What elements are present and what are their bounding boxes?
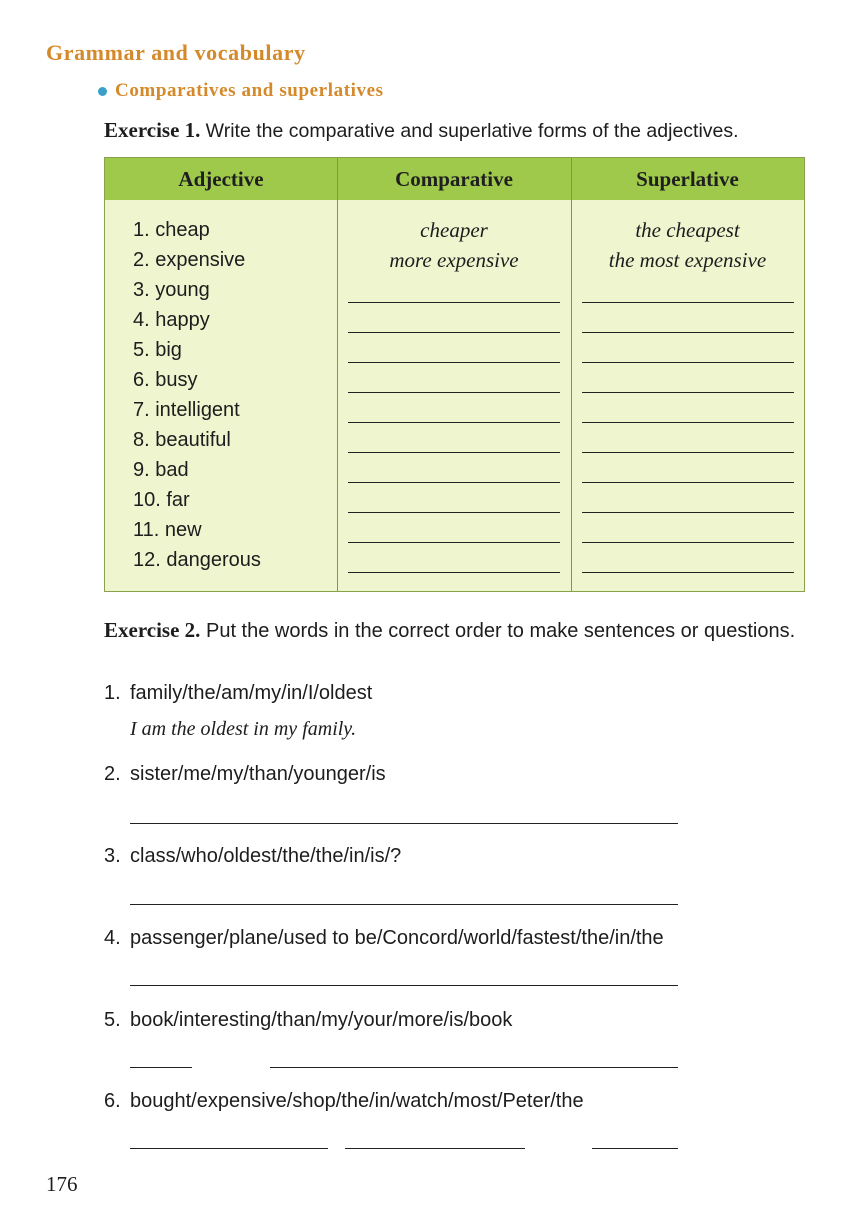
adjective-cell: 5. big [133,338,182,361]
answer-line[interactable] [130,1067,192,1068]
comparative-answer-line[interactable] [348,361,560,363]
bullet-icon [98,87,107,96]
superlative-blank-cell [571,485,804,515]
table-row [105,485,804,515]
superlative-blank-cell [571,425,804,455]
exercise2-instruction [104,615,809,647]
comparative-blank-cell [337,275,571,305]
comparative-answer: more expensive [389,248,519,272]
answer-line[interactable] [130,1148,328,1149]
subsection-title-text: Comparatives and superlatives [115,80,384,101]
item-words: sister/me/my/than/younger/is [130,763,386,785]
comparative-answer-line[interactable] [348,511,560,513]
item-number: 2. [104,763,121,785]
answer-line[interactable] [592,1148,678,1149]
header-comparative: Comparative [395,166,513,191]
comparative-answer-line[interactable] [348,331,560,333]
exercise1-instruction-text: Write the comparative and superlative forms of the adjectives. [205,120,739,142]
superlative-answer-line[interactable] [582,301,794,303]
superlative-answer-line[interactable] [582,451,794,453]
table-row [105,515,804,545]
subsection-title [98,80,384,102]
comparative-answer-line[interactable] [348,541,560,543]
superlative-blank-cell [571,335,804,365]
table-row [105,395,804,425]
item-words: book/interesting/than/my/your/more/is/book [130,1009,513,1031]
item-number: 4. [104,927,121,949]
item-number: 6. [104,1090,121,1112]
section-title: Grammar and vocabulary [46,40,306,65]
table-row [105,245,804,275]
adjective-cell: 7. intelligent [133,398,240,421]
comparative-cell [337,215,571,245]
superlative-cell [571,215,804,245]
exercise2-item [104,1009,512,1032]
adjective-cell: 9. bad [133,458,189,481]
exercise2-item [104,682,372,705]
superlative-answer-line[interactable] [582,571,794,573]
superlative-blank-cell [571,455,804,485]
superlative-answer-line[interactable] [582,331,794,333]
comparative-cell [337,245,571,275]
adjectives-table [104,157,805,592]
superlative-blank-cell [571,305,804,335]
item-words: bought/expensive/shop/the/in/watch/most/Peter/the [130,1090,584,1112]
answer-line[interactable] [130,823,678,824]
superlative-answer-line[interactable] [582,421,794,423]
header-adjective: Adjective [178,166,264,191]
adjective-cell: 11. new [133,518,202,541]
exercise2-item [104,927,664,950]
comparative-blank-cell [337,425,571,455]
superlative-blank-cell [571,395,804,425]
adjective-cell: 4. happy [133,308,210,331]
table-row [105,275,804,305]
exercise2-item [104,845,401,868]
comparative-blank-cell [337,365,571,395]
table-row [105,305,804,335]
item-number: 3. [104,845,121,867]
comparative-answer-line[interactable] [348,481,560,483]
comparative-blank-cell [337,455,571,485]
page-number: 176 [46,1172,78,1196]
table-row [105,455,804,485]
superlative-blank-cell [571,545,804,575]
item-number: 5. [104,1009,121,1031]
superlative-answer-line[interactable] [582,481,794,483]
answer-line[interactable] [270,1067,678,1068]
table-row [105,335,804,365]
superlative-answer-line[interactable] [582,361,794,363]
header-superlative: Superlative [636,166,739,191]
superlative-answer-line[interactable] [582,391,794,393]
comparative-answer-line[interactable] [348,301,560,303]
comparative-blank-cell [337,485,571,515]
table-row [105,545,804,575]
exercise2-item [104,1090,584,1113]
superlative-blank-cell [571,365,804,395]
adjective-cell: 2. expensive [133,248,246,271]
adjective-cell: 3. young [133,278,210,301]
table-row [105,365,804,395]
superlative-answer: the cheapest [635,218,740,242]
table-row [105,425,804,455]
comparative-blank-cell [337,515,571,545]
adjective-cell: 12. dangerous [133,548,261,571]
adjective-cell: 1. cheap [133,218,210,241]
comparative-blank-cell [337,305,571,335]
item-words: class/who/oldest/the/the/in/is/? [130,845,402,867]
item-number: 1. [104,682,121,704]
exercise2-item [104,763,386,786]
superlative-cell [571,245,804,275]
comparative-answer-line[interactable] [348,451,560,453]
table-header [105,158,804,200]
adjective-cell: 8. beautiful [133,428,231,451]
exercise1-label: Exercise 1. [104,118,201,142]
item-words: passenger/plane/used to be/Concord/world/fastest/the/in/the [130,927,664,949]
answer-line[interactable] [130,904,678,905]
superlative-answer: the most expensive [608,248,767,272]
comparative-answer-line[interactable] [348,571,560,573]
answer-line[interactable] [130,985,678,986]
superlative-answer-line[interactable] [582,541,794,543]
adjective-cell: 10. far [133,488,190,511]
table-body [105,215,804,575]
exercise2-instruction-text: Put the words in the correct order to make sentences or questions. [205,620,796,642]
table-row [105,215,804,245]
adjective-cell: 6. busy [133,368,198,391]
exercise2-label: Exercise 2. [104,618,201,642]
item-words: family/the/am/my/in/I/oldest [130,682,373,704]
comparative-blank-cell [337,335,571,365]
example-answer: I am the oldest in my family. [130,718,357,740]
superlative-answer-line[interactable] [582,511,794,513]
comparative-answer-line[interactable] [348,391,560,393]
superlative-blank-cell [571,275,804,305]
comparative-answer-line[interactable] [348,421,560,423]
exercise1-instruction [104,115,739,147]
answer-line[interactable] [345,1148,525,1149]
comparative-answer: cheaper [420,218,488,242]
comparative-blank-cell [337,395,571,425]
superlative-blank-cell [571,515,804,545]
comparative-blank-cell [337,545,571,575]
